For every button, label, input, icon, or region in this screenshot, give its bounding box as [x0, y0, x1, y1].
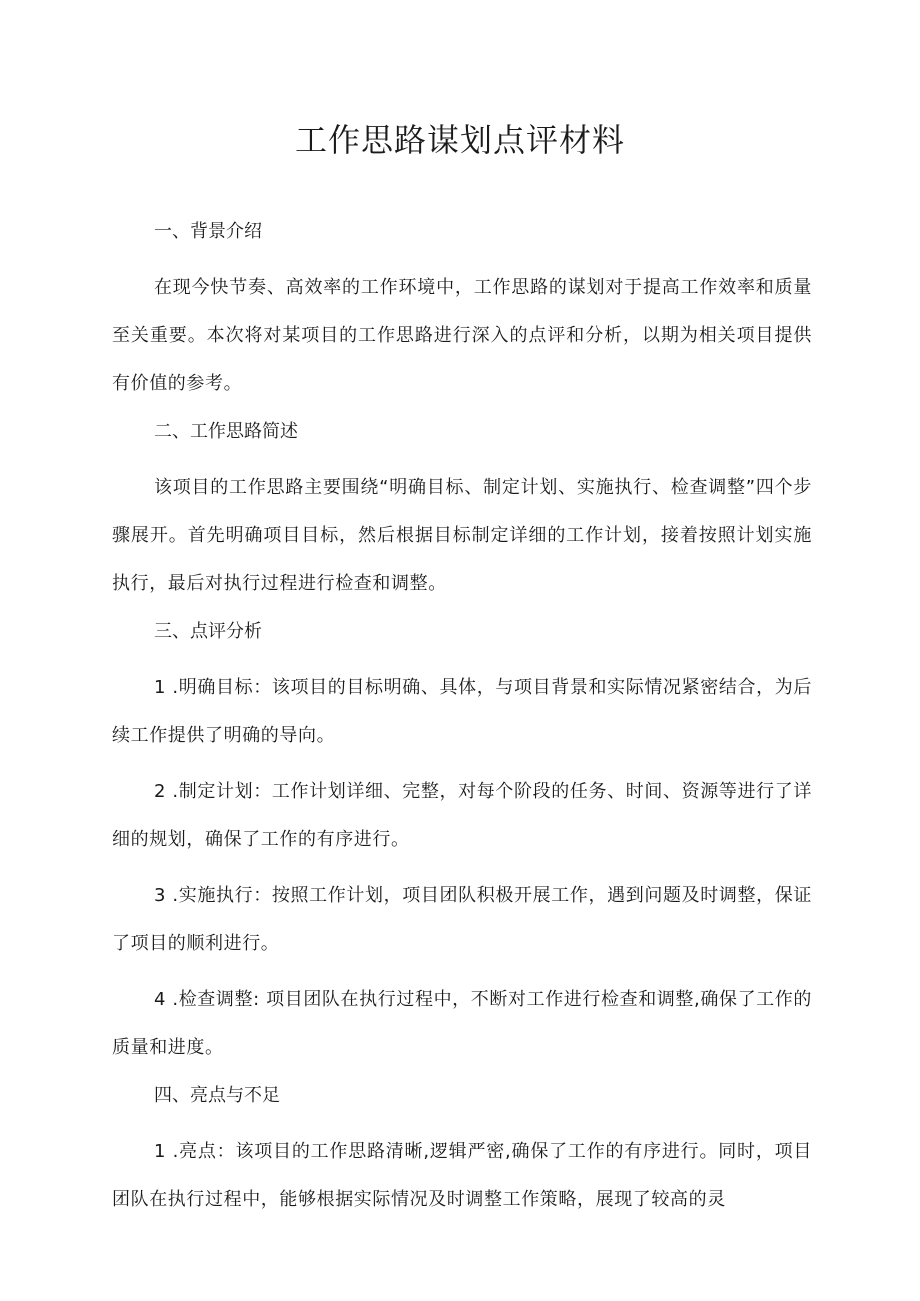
- paragraph-analysis-2: 2 .制定计划：工作计划详细、完整，对每个阶段的任务、时间、资源等进行了详细的规划，确保了工作的有序进行。: [112, 781, 812, 850]
- document-body: [112, 216, 812, 1224]
- section-heading-overview: 二、工作思路简述: [154, 421, 298, 442]
- section-heading-analysis: 三、点评分析: [154, 621, 262, 642]
- paragraph-background: 在现今快节奏、高效率的工作环境中，工作思路的谋划对于提高工作效率和质量至关重要。本次将对某项目的工作思路进行深入的点评和分析，以期为相关项目提供有价值的参考。: [112, 277, 812, 394]
- section-heading-background: 一、背景介绍: [154, 221, 262, 242]
- paragraph-overview: 该项目的工作思路主要围绕“明确目标、制定计划、实施执行、检查调整”四个步骤展开。首先明确项目目标，然后根据目标制定详细的工作计划，接着按照计划实施执行，最后对执行过程进行检查和调整。: [112, 477, 812, 594]
- paragraph-analysis-1: 1 .明确目标：该项目的目标明确、具体，与项目背景和实际情况紧密结合，为后续工作提供了明确的导向。: [112, 677, 812, 746]
- paragraph-analysis-3: 3 .实施执行：按照工作计划，项目团队积极开展工作，遇到问题及时调整，保证了项目的顺利进行。: [112, 885, 812, 954]
- document-title: 工作思路谋划点评材料: [294, 121, 625, 159]
- paragraph-highlights-1: 1 .亮点：该项目的工作思路清晰,逻辑严密,确保了工作的有序进行。同时，项目团队在执行过程中，能够根据实际情况及时调整工作策略，展现了较高的灵: [112, 1141, 812, 1210]
- paragraph-analysis-4: 4 .检查调整: 项目团队在执行过程中，不断对工作进行检查和调整,确保了工作的质量和进度。: [112, 989, 812, 1058]
- section-heading-highlights: 四、亮点与不足: [154, 1085, 280, 1106]
